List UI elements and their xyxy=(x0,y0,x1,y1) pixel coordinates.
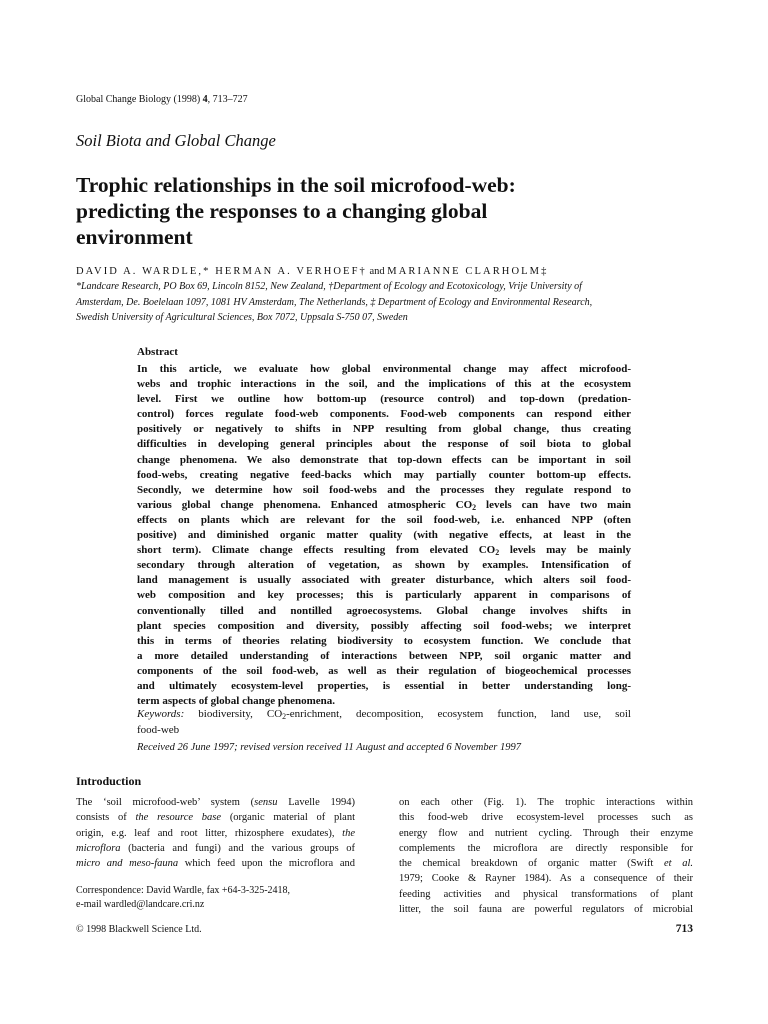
correspondence xyxy=(76,884,290,911)
text-line: this in terms of theories relating biodiversity to ecosystem function. We conclude that xyxy=(137,634,631,647)
text-line: term aspects of global change phenomena. xyxy=(137,695,335,708)
text-line: effects on plants which are relevant for the soil food-web, i.e. enhanced NPP (often xyxy=(137,513,631,526)
author-conjunction: and xyxy=(366,266,388,277)
text-line: the chemical breakdown of organic matter (Swift et al. xyxy=(399,858,693,870)
introduction-right-column xyxy=(399,795,693,917)
text-line: on each other (Fig. 1). The trophic interactions within xyxy=(399,797,693,808)
text-line: plant species composition and diversity, possibly affecting soil food-webs; we interpret xyxy=(137,619,631,632)
journal-name: Global Change Biology (1998) xyxy=(76,94,203,105)
title-line: predicting the responses to a changing global xyxy=(76,199,488,223)
keywords-line xyxy=(137,707,631,723)
text-line: microflora (bacteria and fungi) and the various groups of xyxy=(76,842,355,854)
text-line: Secondly, we determine how soil food-webs and the processes they regulate respond to xyxy=(137,483,631,496)
text-line: origin, e.g. leaf and root litter, rhizosphere exudates), the xyxy=(76,827,355,839)
text-line: feeding activities and physical transformations of plant xyxy=(399,888,693,900)
article-title xyxy=(76,172,696,250)
text-line: secondary through alteration of vegetation, as shown by examples. Intensification of xyxy=(137,559,631,572)
text-line: litter, the soil fauna are powerful regulators of microbial xyxy=(399,904,693,916)
section-title: Soil Biota and Global Change xyxy=(76,131,276,150)
journal-volume: 4 xyxy=(202,94,208,105)
text-line: short term). Climate change effects resulting from elevated $CO_2$ levels may be mainly xyxy=(137,544,632,558)
text-line: food-webs, creating negative feed-backs which may partially counter bottom-up effects. xyxy=(137,468,631,481)
affiliation-line: Swedish University of Agricultural Sciences, Box 7072, Uppsala S-750 07, Sweden xyxy=(76,312,408,323)
text-line: positive) and diminished organic matter quality (with negative effects, at least in the xyxy=(137,529,631,542)
text-line: difficulties in developing general principles about the response of soil biota to global xyxy=(137,438,631,451)
text-line: level. First we outline how bottom-up (resource control) and top-down (predation- xyxy=(137,393,631,406)
text-line: complements the microflora are directly responsible for xyxy=(399,842,693,854)
text-line: change phenomena. We also demonstrate that top-down effects can be important in soil xyxy=(137,453,631,466)
journal-citation xyxy=(76,94,248,105)
text-line: consists of the resource base (organic material of plant xyxy=(76,812,355,824)
keywords xyxy=(137,707,631,738)
text-line: components of the soil food-web, as well as their regulation of biogeochemical processes xyxy=(137,664,631,677)
title-line: Trophic relationships in the soil microfood-web: xyxy=(76,173,516,197)
text-line: 1979; Cooke & Rayner 1984). As a consequence of their xyxy=(399,873,693,885)
text-line: webs and trophic interactions in the soil, and the implications of this at the ecosystem xyxy=(137,378,631,391)
text-line: web composition and key processes; this is particularly apparent in comparisons of xyxy=(137,589,631,602)
correspondence-line: Correspondence: David Wardle, fax +64-3-325-2418, xyxy=(76,885,291,896)
affiliation-line: *Landcare Research, PO Box 69, Lincoln 8152, New Zealand, †Department of Ecology and Ecotoxicology, Vrije University of xyxy=(76,281,582,292)
text-line: a more detailed understanding of interactions between NPP, soil organic matter and xyxy=(137,649,631,662)
keywords-list: biodiversity, $CO_2$-enrichment, decomposition, ecosystem function, land use, soil xyxy=(184,708,631,721)
keywords-label: Keywords: xyxy=(137,708,185,720)
text-line: various global change phenomena. Enhanced atmospheric $CO_2$ levels can have two main xyxy=(137,498,631,512)
page-number: 713 xyxy=(675,923,693,935)
text-line: energy flow and nutrient cycling. Through their enzyme xyxy=(399,827,693,839)
text-line: conventionally tilled and nontilled agroecosystems. Global change involves shifts in xyxy=(137,604,631,617)
title-line: environment xyxy=(76,225,193,249)
affiliations xyxy=(76,279,696,326)
correspondence-line: e-mail wardled@landcare.cri.nz xyxy=(76,898,205,910)
text-line: this food-web drive ecosystem-level processes such as xyxy=(399,812,693,824)
affiliation-line: Amsterdam, De. Boelelaan 1097, 1081 HV Amsterdam, The Netherlands, ‡ Department of Ecology and Environmental Research, xyxy=(76,296,593,308)
author-names: DAVID A. WARDLE,* HERMAN A. VERHOEF† xyxy=(76,266,367,277)
text-line: control) forces regulate food-web components. Food-web components can respond either xyxy=(137,408,631,421)
author-list xyxy=(76,266,548,277)
copyright-notice: © 1998 Blackwell Science Ltd. xyxy=(76,924,202,935)
introduction-left-column xyxy=(76,795,355,871)
journal-pages: , 713–727 xyxy=(207,94,248,105)
text-line: In this article, we evaluate how global environmental change may affect microfood- xyxy=(137,363,631,375)
text-line: land management is usually associated with greater disturbance, which alters soil food- xyxy=(137,574,631,587)
text-line: and ultimately ecosystem-level properties, is essential in better understanding long- xyxy=(137,679,631,692)
received-dates: Received 26 June 1997; revised version received 11 August and accepted 6 November 1997 xyxy=(137,742,521,753)
author-names: MARIANNE CLARHOLM‡ xyxy=(387,266,549,277)
text-line: The ‘soil microfood-web’ system (sensu Lavelle 1994) xyxy=(76,797,355,808)
keywords-line: food-web xyxy=(137,723,180,736)
abstract-body xyxy=(137,362,631,709)
text-line: positively or negatively to shifts in NPP resulting from global change, thus creating xyxy=(137,423,631,436)
text-line: micro and meso-fauna which feed upon the microflora and xyxy=(76,858,356,870)
abstract-heading: Abstract xyxy=(137,346,178,358)
introduction-heading: Introduction xyxy=(76,774,142,788)
